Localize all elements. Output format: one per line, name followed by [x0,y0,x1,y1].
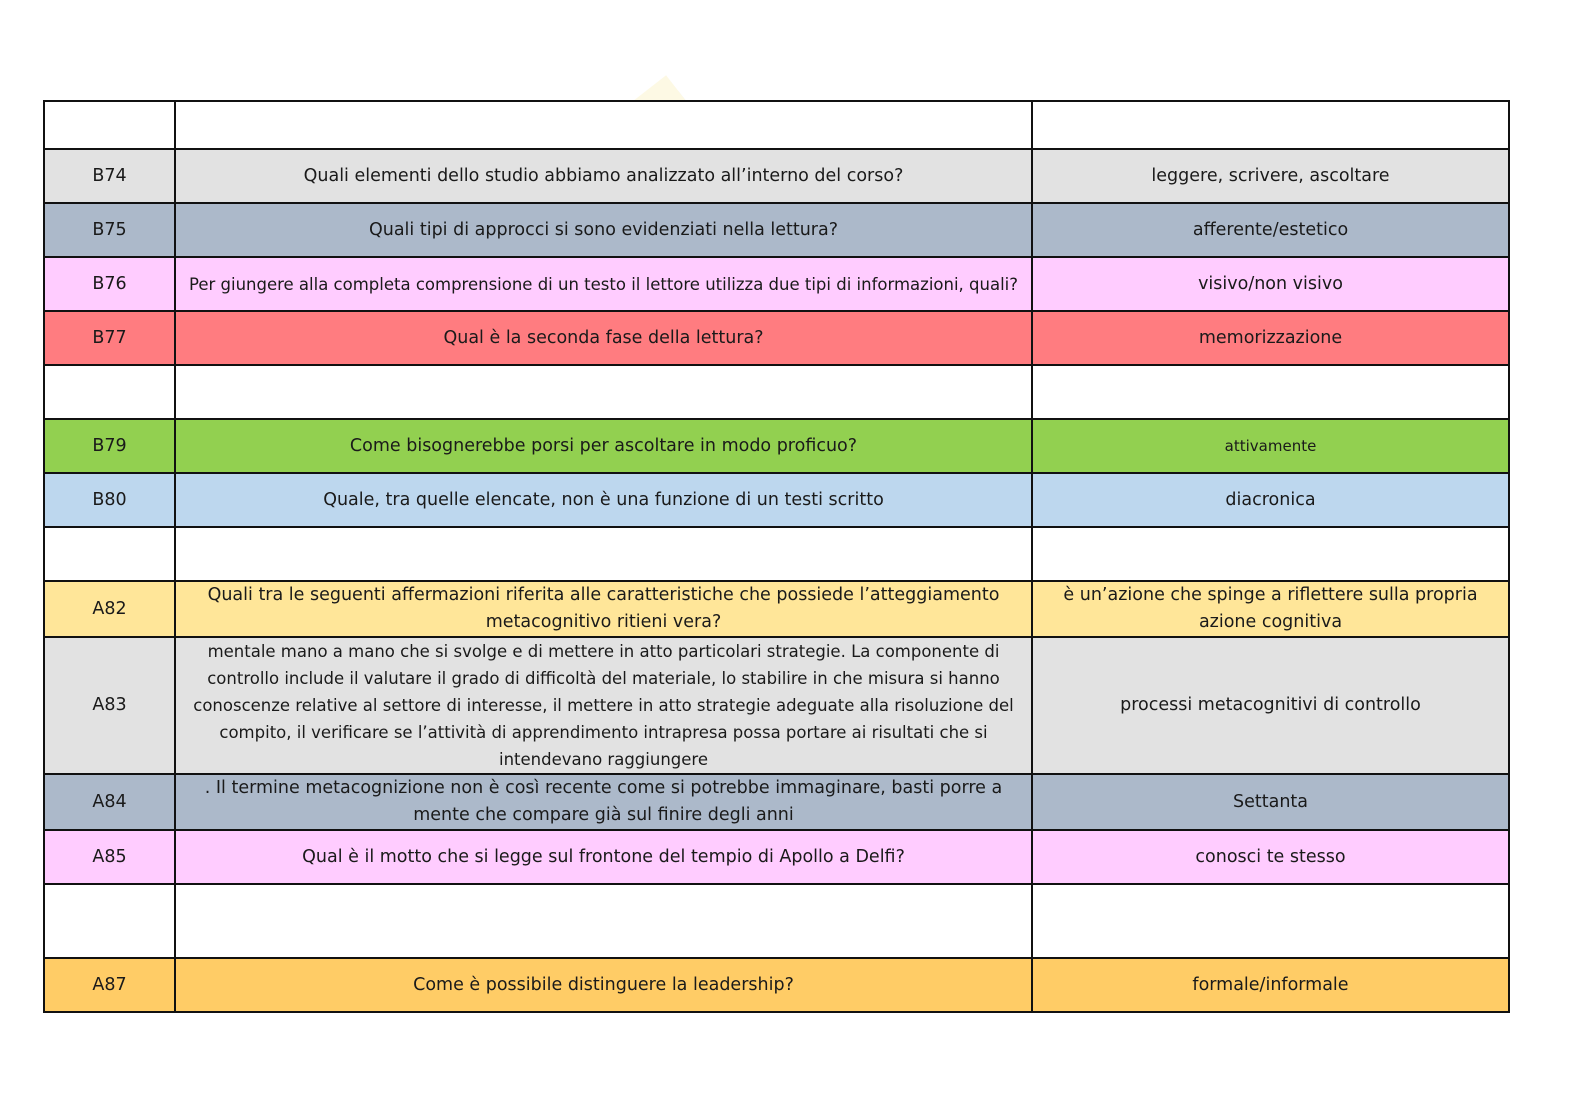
row-answer-cell: Settanta [1032,774,1509,830]
row-code-cell: A87 [44,958,175,1012]
row-question-cell: mentale mano a mano che si svolge e di mettere in atto particolari strategie. La componente di controllo include il valutare il grado di difficoltà del materiale, lo stabilire in che misura si hanno conoscenze relative al settore di interesse, il mettere in atto strategie adeguate alla risoluzione del compito, il verificare se l’attività di apprendimento intrapresa possa portare ai risultati che si intendevano raggiungere [175,637,1032,774]
table-row [44,958,1509,1012]
table-row [44,527,1509,581]
table-row [44,419,1509,473]
row-question-cell: Come bisognerebbe porsi per ascoltare in modo proficuo? [175,419,1032,473]
row-question-cell [175,527,1032,581]
row-answer-cell: processi metacognitivi di controllo [1032,637,1509,774]
row-code-cell: B77 [44,311,175,365]
table-row [44,311,1509,365]
row-code-cell: A85 [44,830,175,884]
row-code-cell: B74 [44,149,175,203]
row-answer-cell: formale/informale [1032,958,1509,1012]
table-row [44,774,1509,830]
row-code-cell: B76 [44,257,175,311]
table-row [44,257,1509,311]
row-question-cell: Quali tra le seguenti affermazioni riferita alle caratteristiche che possiede l’atteggiamento metacognitivo ritieni vera? [175,581,1032,637]
row-answer-cell: leggere, scrivere, ascoltare [1032,149,1509,203]
row-answer-cell: diacronica [1032,473,1509,527]
row-answer-cell [1032,365,1509,419]
row-answer-cell: memorizzazione [1032,311,1509,365]
row-code-cell: A83 [44,637,175,774]
row-question-cell: Quale, tra quelle elencate, non è una funzione di un testi scritto [175,473,1032,527]
row-answer-cell: afferente/estetico [1032,203,1509,257]
row-question-cell: Quali elementi dello studio abbiamo analizzato all’interno del corso? [175,149,1032,203]
table-row [44,830,1509,884]
row-question-cell: Per giungere alla completa comprensione di un testo il lettore utilizza due tipi di informazioni, quali? [175,257,1032,311]
row-code-cell: B75 [44,203,175,257]
row-question-cell [175,365,1032,419]
row-code-cell [44,884,175,958]
row-answer-cell: è un’azione che spinge a riflettere sulla propria azione cognitiva [1032,581,1509,637]
qa-table-body [44,101,1509,1012]
row-question-cell [175,884,1032,958]
row-question-cell: Qual è il motto che si legge sul frontone del tempio di Apollo a Delfi? [175,830,1032,884]
table-row [44,637,1509,774]
row-question-cell: Quali tipi di approcci si sono evidenziati nella lettura? [175,203,1032,257]
row-code-cell: A82 [44,581,175,637]
table-row [44,365,1509,419]
row-code-cell: A84 [44,774,175,830]
row-answer-cell: attivamente [1032,419,1509,473]
table-row [44,149,1509,203]
row-answer-cell [1032,101,1509,149]
row-answer-cell [1032,884,1509,958]
table-row [44,203,1509,257]
row-question-cell [175,101,1032,149]
table-row [44,473,1509,527]
table-row [44,101,1509,149]
row-answer-cell: conosci te stesso [1032,830,1509,884]
row-answer-cell [1032,527,1509,581]
row-code-cell [44,365,175,419]
row-code-cell: B79 [44,419,175,473]
table-row [44,884,1509,958]
table-row [44,581,1509,637]
row-question-cell: Qual è la seconda fase della lettura? [175,311,1032,365]
row-question-cell: . Il termine metacognizione non è così recente come si potrebbe immaginare, basti porre a mente che compare già sul finire degli anni [175,774,1032,830]
qa-table [43,100,1510,1013]
row-answer-cell: visivo/non visivo [1032,257,1509,311]
row-code-cell: B80 [44,473,175,527]
row-code-cell [44,527,175,581]
row-code-cell [44,101,175,149]
row-question-cell: Come è possibile distinguere la leadership? [175,958,1032,1012]
